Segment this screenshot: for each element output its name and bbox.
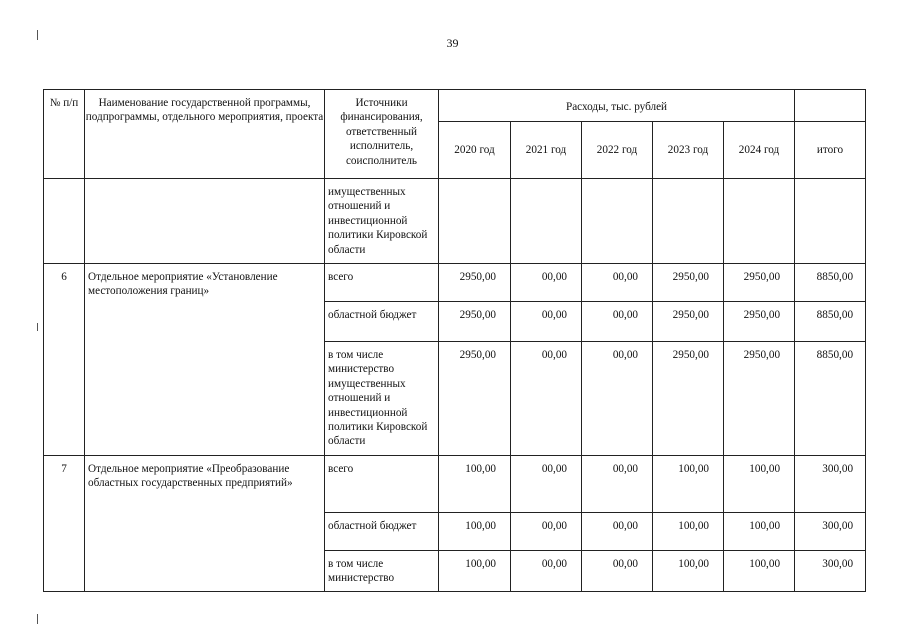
table-row	[44, 456, 866, 513]
budget-table	[43, 89, 866, 592]
page-number: 39	[446, 36, 459, 50]
header-num: № п/п	[44, 90, 85, 179]
value-2024: 2950,00	[724, 342, 795, 456]
header-total: итого	[795, 122, 866, 179]
item-number: 6	[44, 264, 85, 456]
header-row-top	[44, 90, 866, 122]
continuation-source: имущественных отношений и инвестиционной политики Кировской области	[325, 179, 439, 264]
value-2022: 00,00	[582, 302, 653, 342]
continuation-num	[44, 179, 85, 264]
value-total: 8850,00	[795, 342, 866, 456]
value-2024: 100,00	[724, 456, 795, 513]
continuation-row	[44, 179, 866, 264]
value-2020: 2950,00	[439, 342, 511, 456]
value-total: 300,00	[795, 513, 866, 551]
header-source: Источники финансирования, ответственный исполнитель, соисполнитель	[325, 90, 439, 179]
value-total: 8850,00	[795, 264, 866, 302]
value-2023: 100,00	[653, 456, 724, 513]
header-expenses-blank	[795, 90, 866, 122]
value-2024: 2950,00	[724, 302, 795, 342]
value-2023: 100,00	[653, 513, 724, 551]
header-expenses: Расходы, тыс. рублей	[439, 90, 795, 122]
table-row	[44, 264, 866, 302]
value-2023: 2950,00	[653, 342, 724, 456]
value-2021: 00,00	[511, 456, 582, 513]
header-year-2024: 2024 год	[724, 122, 795, 179]
margin-mark-middle	[37, 323, 38, 331]
header-year-2020: 2020 год	[439, 122, 511, 179]
value-2023: 2950,00	[653, 302, 724, 342]
margin-mark-bottom	[37, 614, 38, 624]
value-2021: 00,00	[511, 302, 582, 342]
continuation-value	[439, 179, 511, 264]
value-2021: 00,00	[511, 342, 582, 456]
margin-mark-top	[37, 30, 38, 40]
continuation-value	[582, 179, 653, 264]
header-year-2021: 2021 год	[511, 122, 582, 179]
value-2021: 00,00	[511, 264, 582, 302]
funding-source: областной бюджет	[325, 302, 439, 342]
item-name: Отдельное мероприятие «Установление местоположения границ»	[85, 264, 325, 456]
value-2021: 00,00	[511, 513, 582, 551]
funding-source: областной бюджет	[325, 513, 439, 551]
item-name: Отдельное мероприятие «Преобразование областных государственных предприятий»	[85, 456, 325, 592]
funding-source: всего	[325, 456, 439, 513]
funding-source: в том числе министерство имущественных отношений и инвестиционной политики Кировской области	[325, 342, 439, 456]
value-2020: 100,00	[439, 456, 511, 513]
value-2022: 00,00	[582, 513, 653, 551]
value-2023: 100,00	[653, 551, 724, 592]
value-2021: 00,00	[511, 551, 582, 592]
value-2022: 00,00	[582, 456, 653, 513]
funding-source: в том числе министерство	[325, 551, 439, 592]
value-2022: 00,00	[582, 264, 653, 302]
value-2020: 2950,00	[439, 264, 511, 302]
continuation-value	[511, 179, 582, 264]
value-2020: 100,00	[439, 513, 511, 551]
value-total: 300,00	[795, 456, 866, 513]
value-total: 300,00	[795, 551, 866, 592]
value-2024: 100,00	[724, 513, 795, 551]
header-name: Наименование государственной программы, подпрограммы, отдельного мероприятия, проекта	[85, 90, 325, 179]
value-2020: 100,00	[439, 551, 511, 592]
continuation-name	[85, 179, 325, 264]
funding-source: всего	[325, 264, 439, 302]
value-2020: 2950,00	[439, 302, 511, 342]
value-2024: 2950,00	[724, 264, 795, 302]
continuation-value	[724, 179, 795, 264]
value-total: 8850,00	[795, 302, 866, 342]
value-2022: 00,00	[582, 551, 653, 592]
item-number: 7	[44, 456, 85, 592]
header-year-2023: 2023 год	[653, 122, 724, 179]
value-2024: 100,00	[724, 551, 795, 592]
value-2023: 2950,00	[653, 264, 724, 302]
continuation-value	[795, 179, 866, 264]
header-year-2022: 2022 год	[582, 122, 653, 179]
value-2022: 00,00	[582, 342, 653, 456]
continuation-value	[653, 179, 724, 264]
